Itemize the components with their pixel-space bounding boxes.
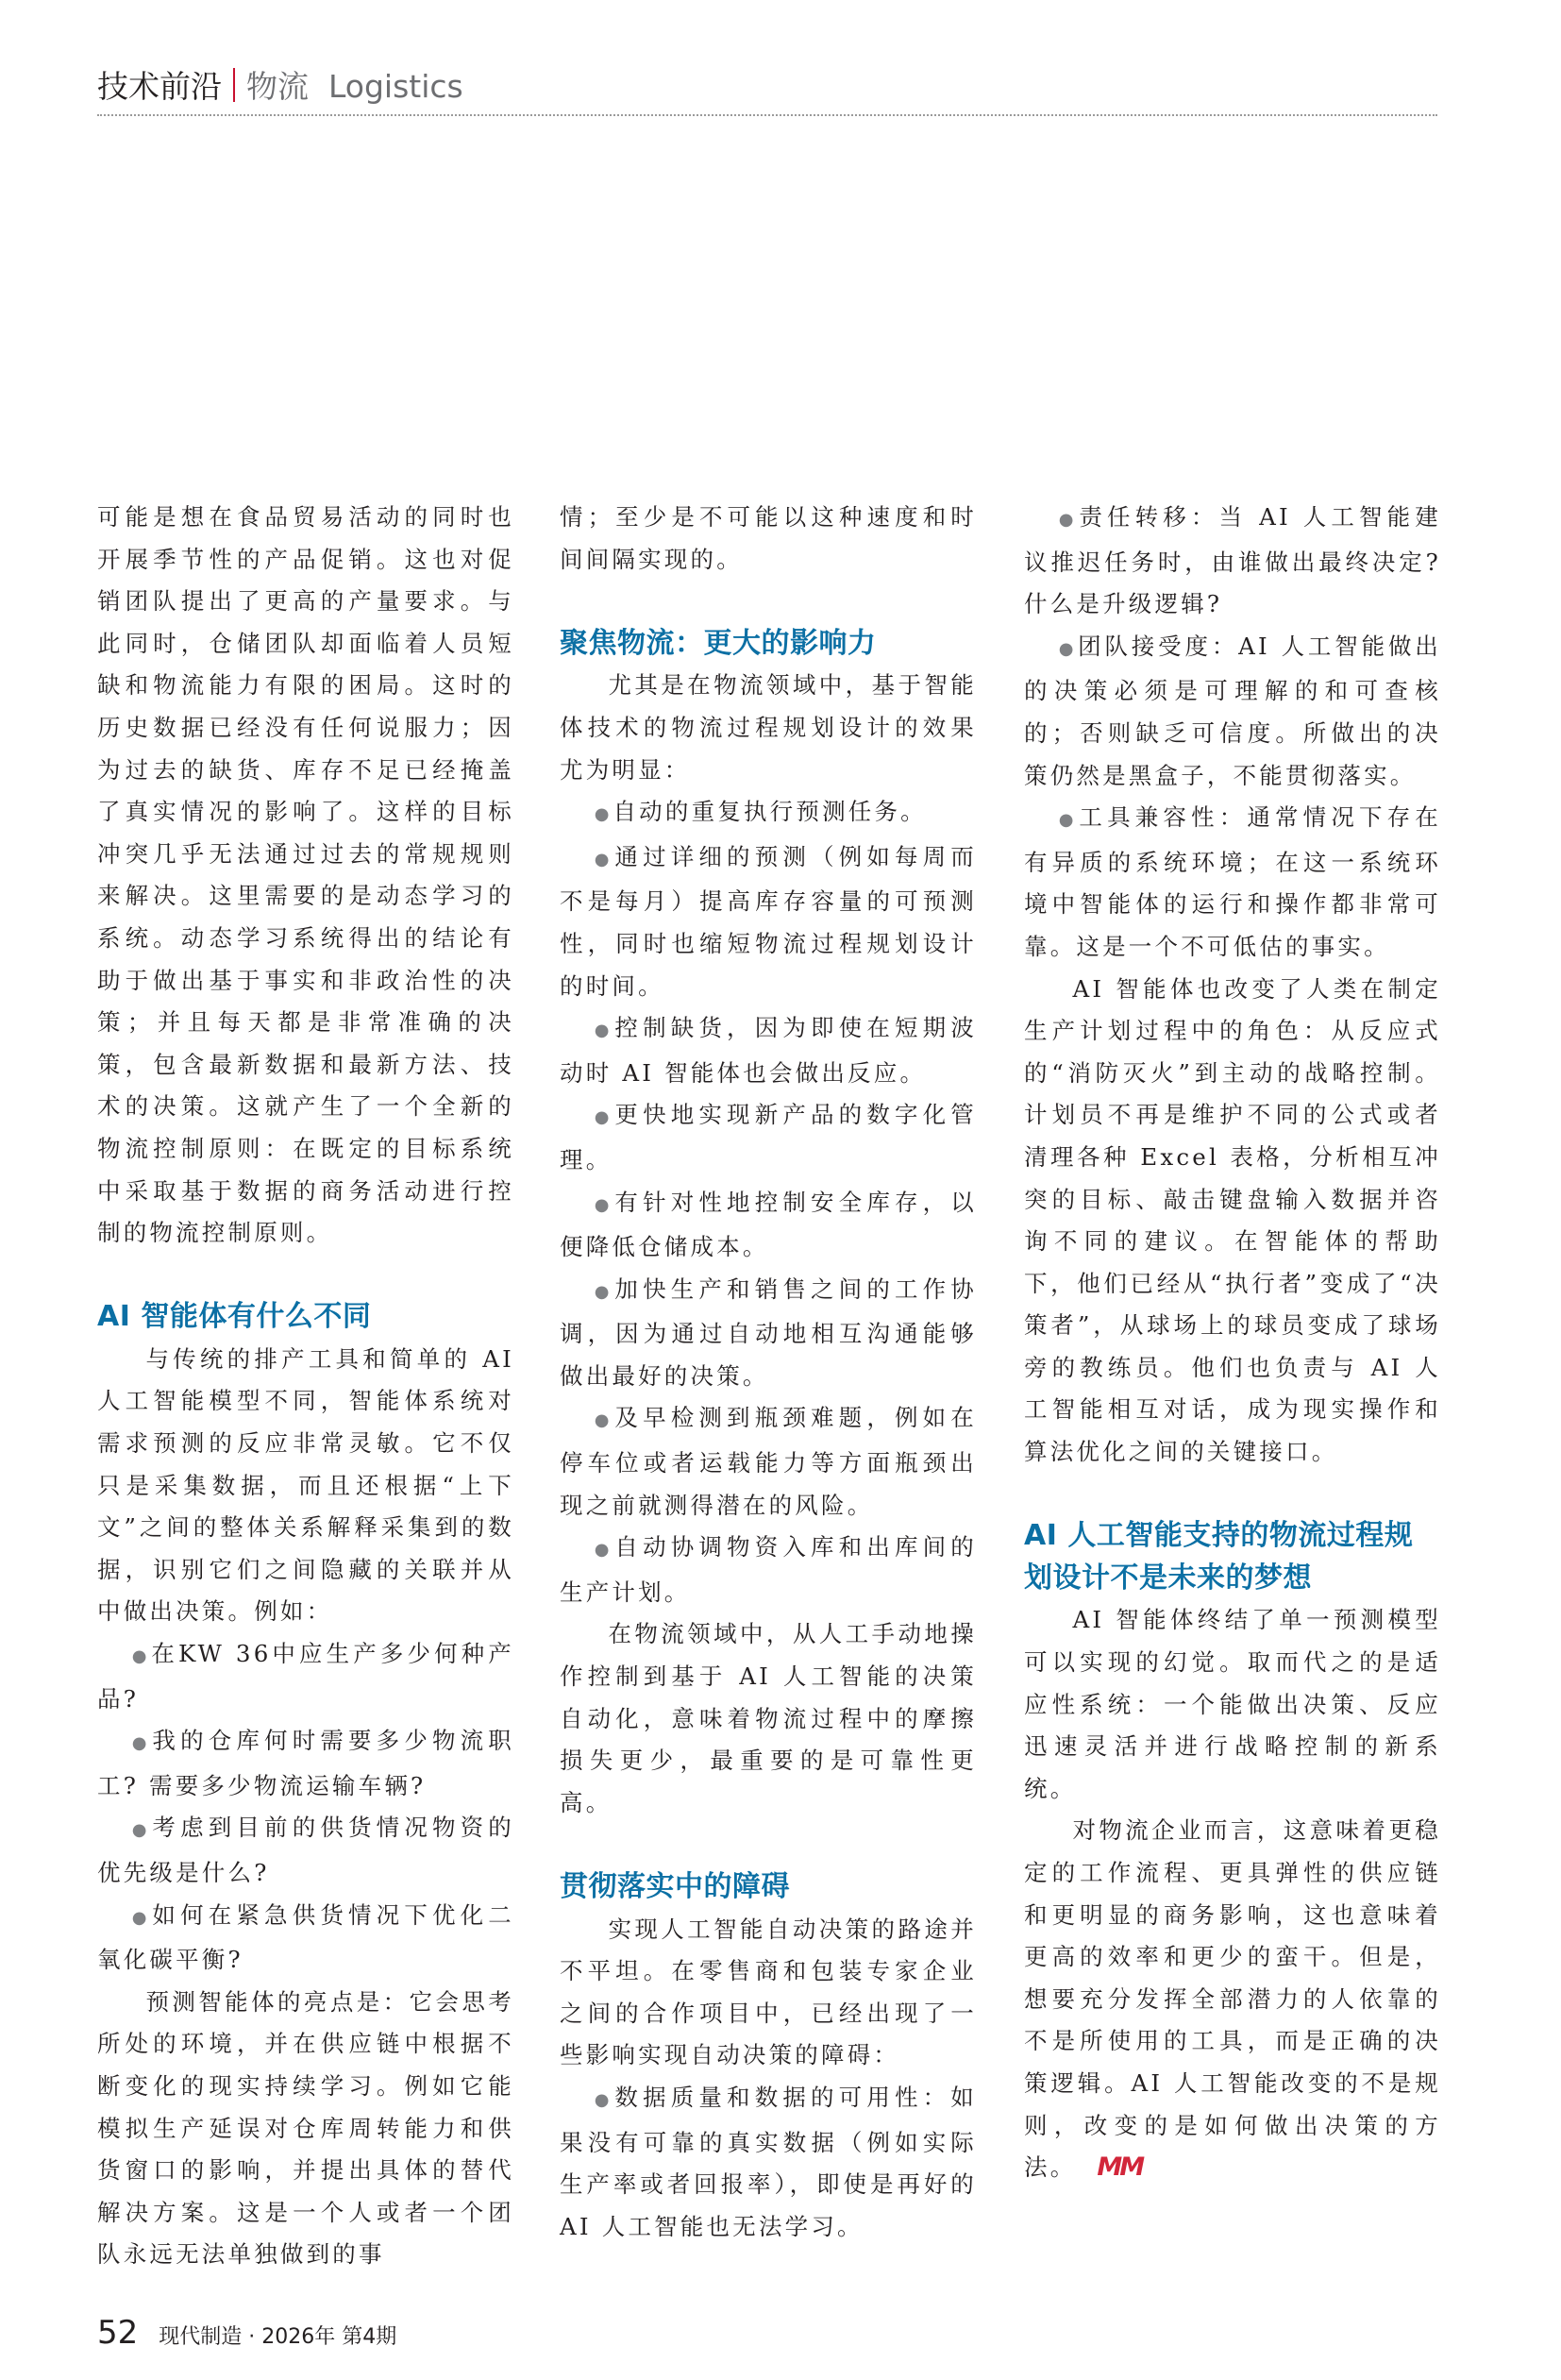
paragraph (1024, 969, 1441, 1474)
bullet-icon: ● (131, 1646, 148, 1667)
paragraph-text: 数据质量和数据的可用性：如果没有可靠的真实数据（例如实际生产率或者回报率），即使是再好的 AI 人工智能也无法学习。 (560, 2083, 977, 2240)
paragraph-text: AI 智能体也改变了人类在制定生产计划过程中的角色：从反应式的“消防灭火”到主动的战略控制。计划员不再是维护不同的公式或者清理各种 Excel 表格，分析相互冲突的目标、敲击键盘输入数据并咨询不同的建议。在智能体的帮助下，他们已经从“执行者”变成了“决策者”，从球场上的球员变成了球场旁的教练员。他们也负责与 AI 人工智能相互对话，成为现实操作和算法优化之间的关键接口。 (1024, 974, 1441, 1466)
paragraph-text: 情；至少是不可能以这种速度和时间间隔实现的。 (560, 503, 977, 573)
bullet-icon: ● (1058, 510, 1076, 530)
paragraph-text: 考虑到目前的供货情况物资的优先级是什么? (97, 1814, 514, 1886)
paragraph-text: 及早检测到瓶颈难题，例如在停车位或者运载能力等方面瓶颈出现之前就测得潜在的风险。 (560, 1404, 977, 1519)
bullet-icon: ● (594, 849, 612, 869)
paragraph-text: 自动的重复执行预测任务。 (613, 798, 927, 826)
subsection-title: 物流 Logistics (246, 68, 463, 105)
bullet-item (560, 1007, 977, 1094)
paragraph-text: 责任转移：当 AI 人工智能建议推迟任务时，由谁做出最终决定? 什么是升级逻辑? (1024, 503, 1441, 618)
paragraph (560, 497, 977, 581)
bullet-item (560, 1182, 977, 1269)
bullet-icon: ● (594, 804, 610, 825)
end-mark-logo: MM (1097, 2152, 1143, 2183)
paragraph-text: 更快地实现新产品的数字化管理。 (560, 1101, 977, 1173)
section-heading: 聚焦物流：更大的影响力 (560, 626, 877, 660)
paragraph-text: 自动协调物资入库和出库间的生产计划。 (560, 1533, 977, 1606)
bullet-item (97, 1720, 514, 1807)
paragraph-text: 在物流领域中，从人工手动地操作控制到基于 AI 人工智能的决策自动化，意味着物流过程中的摩擦损失更少，最重要的是可靠性更高。 (560, 1620, 977, 1816)
magazine-issue: 现代制造 · 2026年 第4期 (159, 2325, 397, 2349)
page-footer (97, 2314, 396, 2352)
paragraph (97, 1339, 514, 1633)
paragraph-text: 对物流企业而言，这意味着更稳定的工作流程、更具弹性的供应链和更明显的商务影响，这也意味着更高的效率和更少的蛮干。但是，想要充分发挥全部潜力的人依靠的不是所使用的工具，而是正确的决策逻辑。AI 人工智能改变的不是规则，改变的是如何做出决策的方法。 (1024, 1816, 1441, 2182)
paragraph-text: 通过详细的预测（例如每周而不是每月）提高库存容量的可预测性，同时也缩短物流过程规划设计的时间。 (560, 842, 977, 1000)
paragraph-text: 我的仓库何时需要多少物流职工? 需要多少物流运输车辆? (97, 1727, 514, 1799)
bullet-item (560, 1094, 977, 1181)
bullet-icon: ● (131, 1733, 149, 1754)
bullet-item (97, 1807, 514, 1894)
paragraph (1024, 1599, 1441, 1810)
paragraph (97, 497, 514, 1255)
bullet-item (97, 1895, 514, 1982)
bullet-item (560, 1397, 977, 1527)
paragraph-text: 加快生产和销售之间的工作协调，因为通过自动地相互沟通能够做出最好的决策。 (560, 1274, 977, 1390)
paragraph-text: 与传统的排产工具和简单的 AI 人工智能模型不同，智能体系统对需求预测的反应非常灵敏。它不仅只是采集数据，而且还根据“上下文”之间的整体关系解释采集到的数据，识别它们之间隐藏的关联并从中做出决策。例如： (97, 1344, 514, 1626)
bullet-icon: ● (594, 1107, 612, 1128)
bullet-icon: ● (594, 1281, 612, 1302)
running-header (97, 62, 463, 107)
bullet-icon: ● (594, 1021, 612, 1041)
section-title: 技术前沿 (97, 68, 222, 105)
paragraph-text: 控制缺货，因为即使在短期波动时 AI 智能体也会做出反应。 (560, 1014, 977, 1087)
section-heading: AI 人工智能支持的物流过程规划设计不是未来的梦想 (1024, 1519, 1414, 1595)
bullet-icon: ● (594, 1540, 612, 1561)
paragraph-text: 可能是想在食品贸易活动的同时也开展季节性的产品促销。这也对促销团队提出了更高的产量要求。与此同时，仓储团队却面临着人员短缺和物流能力有限的困局。这时的历史数据已经没有任何说服力；因为过去的缺货、库存不足已经掩盖了真实情况的影响了。这样的目标冲突几乎无法通过过去的常规规则来解决。这里需要的是动态学习的系统。动态学习系统得出的结论有助于做出基于事实和非政治性的决策；并且每天都是非常准确的决策，包含最新数据和最新方法、技术的决策。这就产生了一个全新的物流控制原则：在既定的目标系统中采取基于数据的商务活动进行控制的物流控制原则。 (97, 503, 514, 1247)
paragraph (97, 1982, 514, 2276)
paragraph-text: 团队接受度：AI 人工智能做出的决策必须是可理解的和可查核的；否则缺乏可信度。所做出的决策仍然是黑盒子，不能贯彻落实。 (1024, 632, 1441, 789)
paragraph (560, 1613, 977, 1824)
page-number: 52 (97, 2314, 139, 2352)
bullet-item (560, 1269, 977, 1398)
article-column-3 (1024, 497, 1441, 2189)
paragraph (560, 665, 977, 791)
bullet-item (560, 836, 977, 1007)
paragraph-text: 预测智能体的亮点是：它会思考所处的环境，并在供应链中根据不断变化的现实持续学习。例如它能模拟生产延误对仓库周转能力和供货窗口的影响，并提出具体的替代解决方案。这是一个人或者一个团队永远无法单独做到的事 (97, 1987, 514, 2269)
bullet-item (560, 2077, 977, 2248)
section-heading: AI 智能体有什么不同 (97, 1300, 372, 1334)
bullet-item (1024, 626, 1441, 797)
paragraph-text: 在KW 36中应生产多少何种产品? (97, 1640, 514, 1713)
bullet-icon: ● (1058, 810, 1076, 831)
header-dotted-rule (97, 114, 1437, 116)
bullet-item (97, 1633, 514, 1720)
section-heading: 贯彻落实中的障碍 (560, 1870, 790, 1903)
bullet-item (1024, 497, 1441, 626)
bullet-icon: ● (594, 1194, 612, 1215)
article-column-2 (560, 497, 977, 2248)
paragraph-text: 有针对性地控制安全库存，以便降低仓储成本。 (560, 1188, 977, 1261)
paragraph-text: 工具兼容性：通常情况下存在有异质的系统环境；在这一系统环境中智能体的运行和操作都非常可靠。这是一个不可低估的事实。 (1024, 803, 1441, 960)
paragraph (560, 1909, 977, 2077)
header-divider (233, 68, 235, 102)
bullet-icon: ● (594, 1410, 612, 1431)
paragraph (1024, 1810, 1441, 2188)
article-column-1 (97, 497, 514, 2276)
bullet-icon: ● (131, 1820, 149, 1841)
paragraph-text: 实现人工智能自动决策的路途并不平坦。在零售商和包装专家企业之间的合作项目中，已经出现了一些影响实现自动决策的障碍： (560, 1915, 977, 2069)
paragraph-text: AI 智能体终结了单一预测模型可以实现的幻觉。取而代之的是适应性系统：一个能做出决策、反应迅速灵活并进行战略控制的新系统。 (1024, 1606, 1441, 1802)
bullet-item (560, 791, 977, 836)
bullet-icon: ● (594, 2089, 612, 2110)
paragraph-text: 尤其是在物流领域中，基于智能体技术的物流过程规划设计的效果尤为明显： (560, 671, 977, 784)
bullet-item (1024, 797, 1441, 968)
bullet-icon: ● (1058, 638, 1075, 659)
bullet-icon: ● (131, 1907, 149, 1928)
paragraph-text: 如何在紧急供货情况下优化二氧化碳平衡? (97, 1900, 514, 1974)
bullet-item (560, 1527, 977, 1613)
